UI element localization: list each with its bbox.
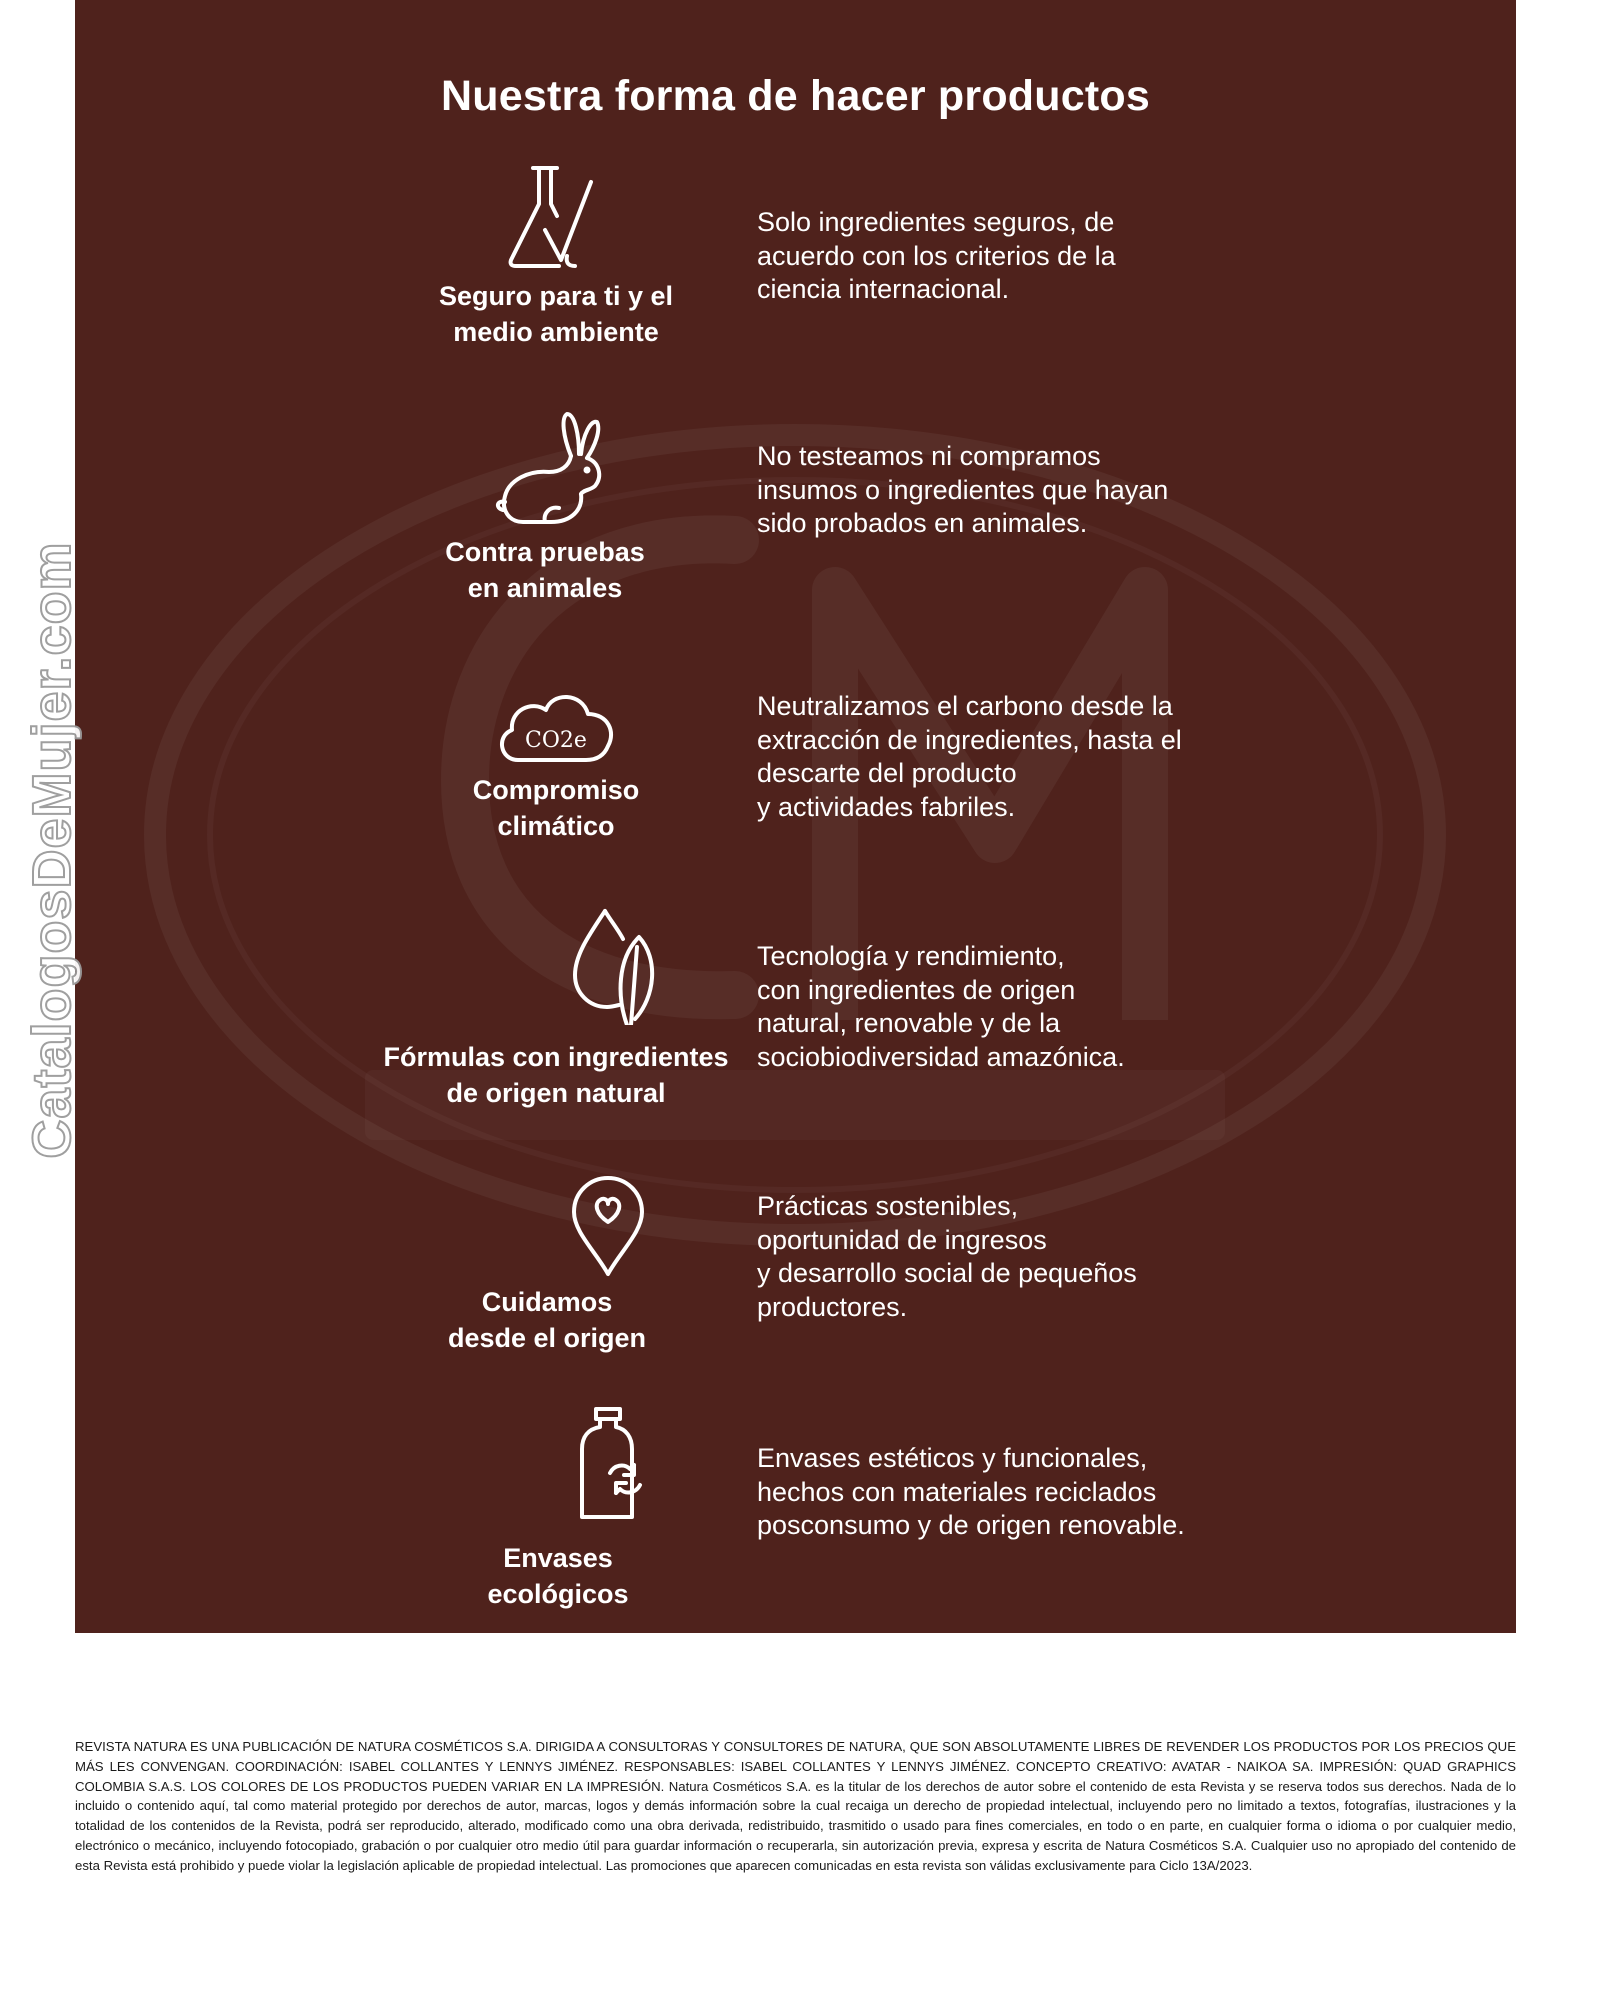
feature-title-line: Compromiso <box>472 775 640 805</box>
feature-title-line: climático <box>497 811 615 841</box>
feature-desc-line: y actividades fabriles. <box>757 791 1016 822</box>
flask-check-icon <box>485 160 625 280</box>
feature-title-line: Envases <box>503 1543 613 1573</box>
drop-leaf-icon <box>555 905 695 1025</box>
feature-desc-line: No testeamos ni compramos <box>757 441 1101 471</box>
feature-desc-climate <box>757 690 1317 824</box>
feature-desc-line: Neutralizamos el carbono desde la <box>757 691 1173 721</box>
feature-desc-line: sido probados en animales. <box>757 508 1088 538</box>
feature-desc-natural <box>757 940 1317 1074</box>
feature-title-line: ecológicos <box>487 1579 629 1609</box>
feature-desc-line: y desarrollo social de pequeños <box>757 1258 1137 1288</box>
feature-desc-line: natural, renovable y de la <box>757 1008 1061 1038</box>
feature-desc-line: Prácticas sostenibles, <box>757 1191 1019 1221</box>
legal-notice: REVISTA NATURA ES UNA PUBLICACIÓN DE NATURA COSMÉTICOS S.A. DIRIGIDA A CONSULTORAS Y CONSULTORES DE NATURA, QUE SON ABSOLUTAMENTE LIBRES DE REVENDER LOS PRODUCTOS POR LOS PRECIOS QUE MÁS LES CONVENGAN. COORDINACIÓN: ISABEL COLLANTES Y LENNYS JIMÉNEZ. RESPONSABLES: ISABEL COLLANTES Y LENNYS JIMÉNEZ. CONCEPTO CREATIVO: AVATAR - NAIKOA SA. IMPRESIÓN: QUAD GRAPHICS COLOMBIA S.A.S. LOS COLORES DE LOS PRODUCTOS PUEDEN VARIAR EN LA IMPRESIÓN. Natura Cosméticos S.A. es la titular de los derechos de autor sobre el contenido de esta Revista y se reserva todos sus derechos. Nada de lo incluido o contenido aquí, tal como material protegido por derechos de autor, marcas, logos y demás información sobre la cual recaiga un derecho de propiedad intelectual, incluyendo pero no limitado a textos, fotografías, ilustraciones y la totalidad de los contenidos de la Revista, podrá ser reproducido, alterado, modificado como una obra derivada, redistribuido, trasmitido o usado para fines comerciales, en todo o en parte, en cualquier forma o idioma o por cualquier medio, electrónico o mecánico, incluyendo fotocopiado, grabación o por cualquier otro medio útil para guardar información o recuperarla, sin autorización previa, expresa y escrita de Natura Cosméticos S.A. Cualquier uso no apropiado del contenido de esta Revista está prohibido y puede violar la legislación aplicable de propiedad intelectual. Las promociones que aparecen comunicadas en esta revista son válidas exclusivamente para Ciclo 13A/2023. <box>75 1739 1516 1873</box>
feature-desc-line: oportunidad de ingresos <box>757 1224 1047 1255</box>
feature-desc-line: productores. <box>757 1291 908 1322</box>
feature-title-safe <box>356 278 756 350</box>
feature-title-packaging <box>358 1540 758 1612</box>
feature-desc-packaging <box>757 1442 1317 1543</box>
feature-title-line: en animales <box>467 573 623 603</box>
feature-desc-line: extracción de ingredientes, hasta el <box>757 724 1182 755</box>
heart-location-pin-icon <box>556 1170 696 1290</box>
feature-desc-origin <box>757 1190 1317 1324</box>
feature-desc-line: Envases estéticos y funcionales, <box>757 1443 1148 1473</box>
feature-desc-line: insumos o ingredientes que hayan <box>757 474 1169 505</box>
watermark-seal <box>135 420 1455 1250</box>
feature-title-line: Fórmulas con ingredientes <box>383 1042 729 1072</box>
side-watermark: CatalogosDeMujer.com <box>22 541 82 1159</box>
feature-title-origin <box>347 1284 747 1356</box>
feature-desc-line: sociobiodiversidad amazónica. <box>757 1041 1125 1072</box>
svg-text:CO2e: CO2e <box>525 728 587 753</box>
feature-title-line: medio ambiente <box>453 317 659 347</box>
content-panel <box>75 0 1516 1633</box>
rabbit-icon <box>487 410 627 530</box>
feature-title-line: desde el origen <box>447 1323 647 1353</box>
feature-desc-safe <box>757 206 1317 307</box>
feature-desc-line: ciencia internacional. <box>757 274 1010 304</box>
feature-title-line: de origen natural <box>446 1078 666 1108</box>
feature-title-cruelty-free <box>345 534 745 606</box>
feature-title-natural <box>356 1039 756 1111</box>
feature-title-climate <box>356 772 756 844</box>
feature-title-line: Contra pruebas <box>445 537 645 567</box>
feature-title-line: Seguro para ti y el <box>438 281 674 311</box>
feature-desc-cruelty-free <box>757 440 1317 541</box>
feature-desc-line: Solo ingredientes seguros, de <box>757 207 1115 237</box>
feature-desc-line: hechos con materiales reciclados <box>757 1476 1157 1507</box>
feature-desc-line: con ingredientes de origen <box>757 974 1076 1005</box>
feature-desc-line: acuerdo con los criterios de la <box>757 240 1116 271</box>
feature-desc-line: descarte del producto <box>757 758 1017 788</box>
page-title: Nuestra forma de hacer productos <box>441 72 1150 120</box>
feature-desc-line: posconsumo y de origen renovable. <box>757 1510 1185 1540</box>
feature-title-line: Cuidamos <box>481 1287 613 1317</box>
feature-desc-line: Tecnología y rendimiento, <box>757 941 1065 971</box>
recycle-bottle-icon <box>558 1405 698 1525</box>
